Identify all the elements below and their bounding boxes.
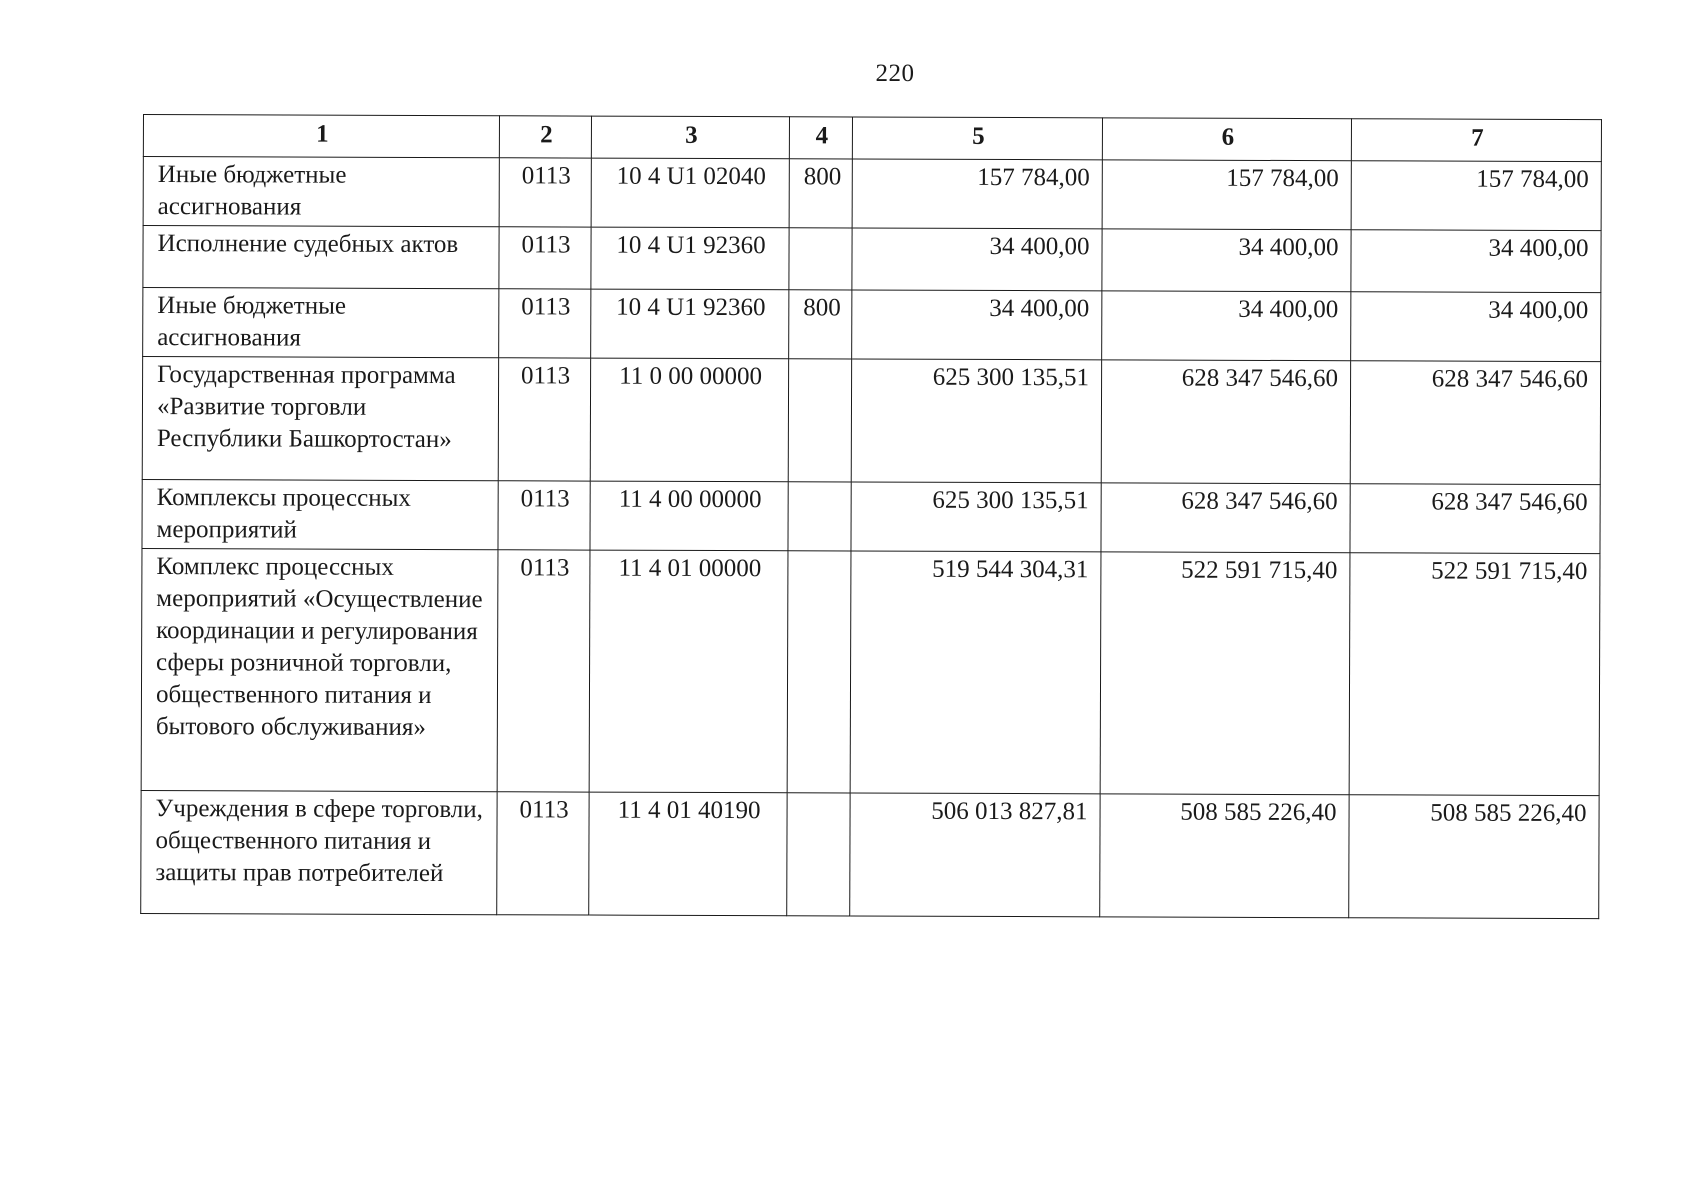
row-name: Комплексы процессных мероприятий — [142, 479, 498, 549]
row-target-code: 11 0 00 00000 — [590, 358, 788, 482]
row-name: Комплекс процессных мероприятий «Осуществление координации и регулирования сферы розничной торговли, общественного питания и бытового обслуживания» — [141, 548, 498, 791]
row-section-code: 0113 — [497, 792, 589, 915]
header-cell-3: 3 — [591, 116, 789, 159]
table-row — [142, 479, 1600, 553]
row-expense-kind — [787, 551, 851, 793]
table-row — [141, 790, 1599, 918]
header-cell-4: 4 — [789, 117, 852, 159]
table-row — [142, 357, 1600, 485]
table-row — [143, 226, 1601, 293]
row-amount-col7: 628 347 546,60 — [1350, 484, 1600, 554]
row-expense-kind — [787, 793, 850, 916]
row-name: Государственная программа «Развитие торговли Республики Башкортостан» — [142, 357, 498, 481]
row-amount-col5: 625 300 135,51 — [851, 482, 1101, 552]
row-amount-col5: 625 300 135,51 — [851, 359, 1101, 483]
table-header-row — [143, 115, 1601, 162]
row-amount-col6: 628 347 546,60 — [1101, 483, 1350, 553]
page-number: 220 — [875, 60, 915, 87]
row-amount-col5: 506 013 827,81 — [850, 793, 1100, 917]
row-target-code: 10 4 U1 92360 — [591, 227, 789, 290]
row-amount-col6: 157 784,00 — [1102, 160, 1351, 230]
row-section-code: 0113 — [499, 158, 591, 227]
row-amount-col5: 34 400,00 — [852, 290, 1102, 360]
budget-table — [140, 114, 1602, 919]
row-target-code: 10 4 U1 92360 — [591, 289, 789, 359]
row-name: Исполнение судебных актов — [143, 226, 499, 289]
table-row — [143, 157, 1601, 231]
row-amount-col7: 508 585 226,40 — [1349, 795, 1599, 919]
row-amount-col7: 34 400,00 — [1351, 230, 1601, 293]
row-target-code: 11 4 01 00000 — [589, 550, 788, 793]
header-cell-6: 6 — [1102, 118, 1351, 161]
row-section-code: 0113 — [498, 358, 590, 481]
row-amount-col5: 157 784,00 — [852, 159, 1102, 229]
row-expense-kind — [789, 228, 852, 290]
row-section-code: 0113 — [498, 481, 590, 550]
row-amount-col6: 34 400,00 — [1102, 291, 1351, 361]
row-amount-col6: 628 347 546,60 — [1101, 360, 1350, 484]
row-expense-kind: 800 — [789, 159, 852, 228]
row-amount-col7: 157 784,00 — [1351, 161, 1601, 231]
row-expense-kind — [788, 482, 851, 551]
header-cell-1: 1 — [143, 115, 499, 158]
header-cell-5: 5 — [852, 117, 1102, 160]
table-row — [143, 288, 1601, 362]
row-amount-col7: 628 347 546,60 — [1350, 361, 1600, 485]
row-target-code: 10 4 U1 02040 — [591, 158, 789, 228]
row-amount-col7: 522 591 715,40 — [1349, 553, 1600, 796]
row-expense-kind: 800 — [789, 290, 852, 359]
row-name: Иные бюджетные ассигнования — [143, 288, 499, 358]
row-amount-col5: 34 400,00 — [852, 228, 1102, 291]
header-cell-2: 2 — [499, 116, 591, 158]
row-amount-col5: 519 544 304,31 — [850, 551, 1101, 794]
header-cell-7: 7 — [1351, 119, 1601, 162]
row-section-code: 0113 — [499, 289, 591, 358]
table-row — [141, 548, 1600, 795]
row-target-code: 11 4 00 00000 — [590, 481, 788, 551]
row-name: Учреждения в сфере торговли, общественного питания и защиты прав потребителей — [141, 790, 497, 914]
row-amount-col6: 34 400,00 — [1102, 229, 1351, 292]
row-amount-col6: 508 585 226,40 — [1100, 794, 1349, 918]
row-section-code: 0113 — [499, 227, 591, 289]
row-amount-col6: 522 591 715,40 — [1100, 552, 1350, 795]
row-expense-kind — [788, 359, 851, 482]
row-name: Иные бюджетные ассигнования — [143, 157, 499, 227]
row-target-code: 11 4 01 40190 — [589, 792, 787, 916]
row-amount-col7: 34 400,00 — [1351, 292, 1601, 362]
row-section-code: 0113 — [497, 550, 590, 792]
